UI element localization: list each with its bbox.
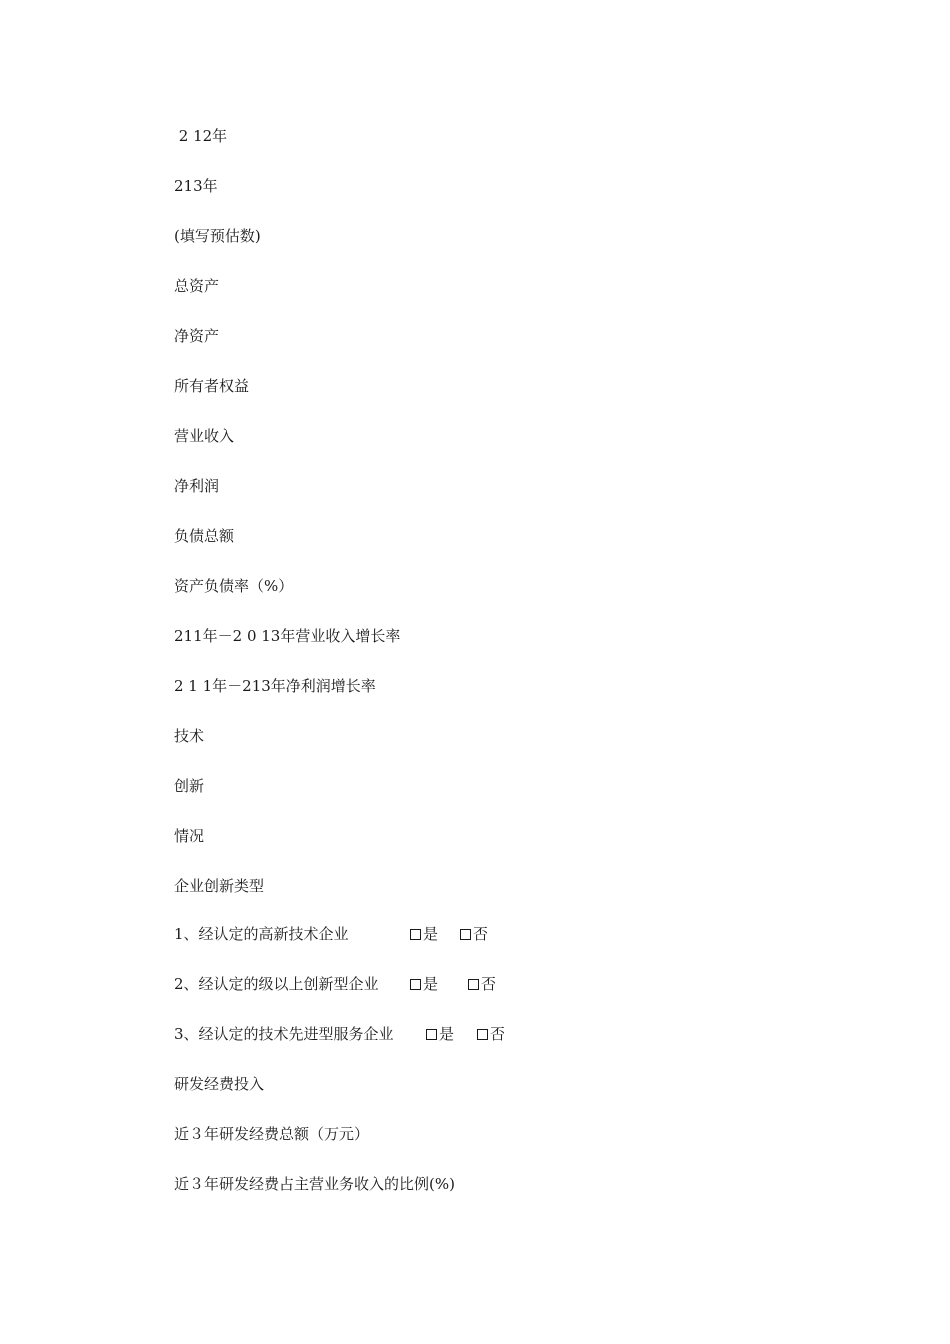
owners-equity-label: 所有者权益 (174, 377, 250, 395)
year-2013-label: 213年 (174, 177, 218, 195)
total-liabilities-label: 负债总额 (174, 527, 235, 545)
rd-investment-heading: 研发经费投入 (174, 1075, 265, 1093)
yes-checkbox[interactable] (410, 929, 421, 940)
yes-label: 是 (439, 1025, 455, 1043)
innovative-enterprise-row (174, 973, 574, 995)
no-label: 否 (490, 1025, 506, 1043)
net-assets-label: 净资产 (174, 327, 220, 345)
no-checkbox[interactable] (460, 929, 471, 940)
section-tech-label: 技术 (174, 727, 205, 745)
net-profit-label: 净利润 (174, 477, 220, 495)
section-innovation-label: 创新 (174, 777, 205, 795)
innovative-no-option[interactable] (468, 973, 496, 995)
no-checkbox[interactable] (477, 1029, 488, 1040)
innovation-type-heading: 企业创新类型 (174, 877, 265, 895)
estimate-note: (填写预估数) (174, 227, 261, 245)
hightech-enterprise-label: 1、经认定的高新技术企业 (174, 925, 349, 943)
profit-growth-label: 2 1 1年－213年净利润增长率 (174, 677, 376, 695)
hightech-no-option[interactable] (460, 923, 488, 945)
yes-checkbox[interactable] (410, 979, 421, 990)
service-no-option[interactable] (477, 1023, 505, 1045)
rd-total-label: 近３年研发经费总额（万元） (174, 1125, 370, 1143)
innovative-yes-option[interactable] (410, 973, 438, 995)
year-2012-label: 2 12年 (174, 127, 228, 145)
yes-label: 是 (423, 925, 439, 943)
no-label: 否 (473, 925, 489, 943)
yes-checkbox[interactable] (426, 1029, 437, 1040)
section-situation-label: 情况 (174, 827, 205, 845)
yes-label: 是 (423, 975, 439, 993)
innovative-enterprise-label: 2、经认定的级以上创新型企业 (174, 975, 379, 993)
no-checkbox[interactable] (468, 979, 479, 990)
revenue-growth-label: 211年－2 0 13年营业收入增长率 (174, 627, 401, 645)
no-label: 否 (481, 975, 497, 993)
total-assets-label: 总资产 (174, 277, 220, 295)
service-yes-option[interactable] (426, 1023, 454, 1045)
revenue-label: 营业收入 (174, 427, 235, 445)
debt-ratio-label: 资产负债率（%） (174, 577, 294, 595)
service-enterprise-row (174, 1023, 594, 1045)
service-enterprise-label: 3、经认定的技术先进型服务企业 (174, 1025, 394, 1043)
hightech-yes-option[interactable] (410, 923, 438, 945)
rd-ratio-label: 近３年研发经费占主营业务收入的比例(%) (174, 1175, 455, 1193)
hightech-enterprise-row (174, 923, 574, 945)
